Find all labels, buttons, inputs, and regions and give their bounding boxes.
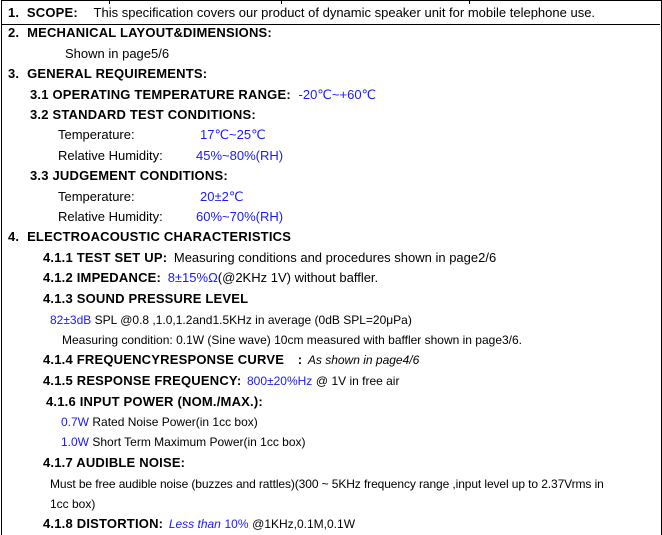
section-title: GENERAL REQUIREMENTS:	[27, 66, 208, 81]
jdg-hum-label: Relative Humidity:	[58, 209, 163, 224]
std-temp-label: Temperature:	[58, 127, 135, 142]
impedance-line	[43, 270, 378, 286]
freq-curve-text: As shown in page4/6	[307, 353, 420, 367]
impedance-value: 8±15%Ω	[167, 270, 218, 285]
test-setup-text: Measuring conditions and procedures shown in page2/6	[173, 250, 497, 265]
subsection-label: 4.1.8 DISTORTION:	[43, 516, 164, 531]
operating-temp-line	[30, 87, 376, 103]
freq-curve-line	[43, 352, 419, 368]
jdg-temp-label: Temperature:	[58, 189, 135, 204]
distortion-qualifier: Less than	[168, 517, 221, 531]
response-freq-text: @ 1V in free air	[315, 374, 400, 388]
std-hum-label: Relative Humidity:	[58, 148, 163, 163]
scope-line	[8, 5, 595, 21]
jdg-temp-value: 20±2℃	[200, 189, 244, 204]
scope-text: This specification covers our product of dynamic speaker unit for mobile telephone use.	[93, 5, 596, 20]
section-title: SCOPE:	[26, 5, 78, 20]
section-number: 4.	[8, 229, 20, 244]
section-number: 2.	[8, 25, 20, 40]
operating-temp-value: -20℃~+60℃	[298, 87, 377, 102]
distortion-text: @1KHz,0.1M,0.1W	[252, 517, 356, 531]
section-title: MECHANICAL LAYOUT&DIMENSIONS:	[27, 25, 272, 40]
electro-heading	[8, 229, 291, 245]
rated-power-line	[61, 414, 258, 430]
spl-heading: 4.1.3 SOUND PRESSURE LEVEL	[43, 291, 249, 306]
standard-test-heading: 3.2 STANDARD TEST CONDITIONS:	[30, 107, 256, 122]
mech-text: Shown in page5/6	[65, 46, 170, 61]
max-power-value: 1.0W	[61, 435, 90, 449]
subsection-label: 4.1.1 TEST SET UP:	[43, 250, 168, 265]
general-heading	[8, 66, 207, 82]
cell-divider	[469, 0, 470, 4]
mech-heading	[8, 25, 272, 41]
freq-curve-sep: :	[297, 352, 303, 367]
subsection-label: 3.1 OPERATING TEMPERATURE RANGE:	[30, 87, 291, 102]
distortion-value: 10%	[224, 517, 249, 531]
spl-value: 82±3dB	[50, 313, 92, 327]
max-power-text: Short Term Maximum Power(in 1cc box)	[92, 435, 306, 449]
cell-divider	[281, 0, 282, 4]
rated-power-text: Rated Noise Power(in 1cc box)	[92, 415, 258, 429]
jdg-hum-value: 60%~70%(RH)	[196, 209, 284, 224]
spl-condition: Measuring condition: 0.1W (Sine wave) 10cm measured with baffler shown in page3/6.	[62, 333, 523, 347]
cell-divider	[109, 0, 110, 4]
std-hum-value: 45%~80%(RH)	[196, 148, 284, 163]
audible-noise-heading: 4.1.7 AUDIBLE NOISE:	[43, 455, 186, 470]
section-number: 1.	[8, 5, 20, 20]
impedance-text: (@2KHz 1V) without baffler.	[217, 270, 379, 285]
audible-noise-text-1: Must be free audible noise (buzzes and rattles)(300 ~ 5KHz frequency range ,input level up to 2.37Vrms in	[50, 477, 604, 491]
judgement-heading: 3.3 JUDGEMENT CONDITIONS:	[30, 168, 228, 183]
rated-power-value: 0.7W	[61, 415, 90, 429]
test-setup-line	[43, 250, 496, 266]
response-freq-value: 800±20%Hz	[247, 374, 313, 388]
response-freq-line	[43, 373, 399, 389]
max-power-line	[61, 434, 306, 450]
section-number: 3.	[8, 66, 20, 81]
std-temp-value: 17℃~25℃	[200, 127, 266, 142]
subsection-label: 4.1.4 FREQUENCYRESPONSE CURVE	[43, 352, 285, 367]
distortion-line	[43, 516, 355, 532]
section-title: ELECTROACOUSTIC CHARACTERISTICS	[27, 229, 292, 244]
spl-text: SPL @0.8 ,1.0,1.2and1.5KHz in average (0dB SPL=20μPa)	[94, 313, 412, 327]
subsection-label: 4.1.5 RESPONSE FREQUENCY:	[43, 373, 242, 388]
subsection-label: 4.1.2 IMPEDANCE:	[43, 270, 162, 285]
input-power-heading: 4.1.6 INPUT POWER (NOM./MAX.):	[46, 394, 263, 409]
audible-noise-text-2: 1cc box)	[50, 497, 96, 511]
spl-line	[50, 312, 412, 328]
